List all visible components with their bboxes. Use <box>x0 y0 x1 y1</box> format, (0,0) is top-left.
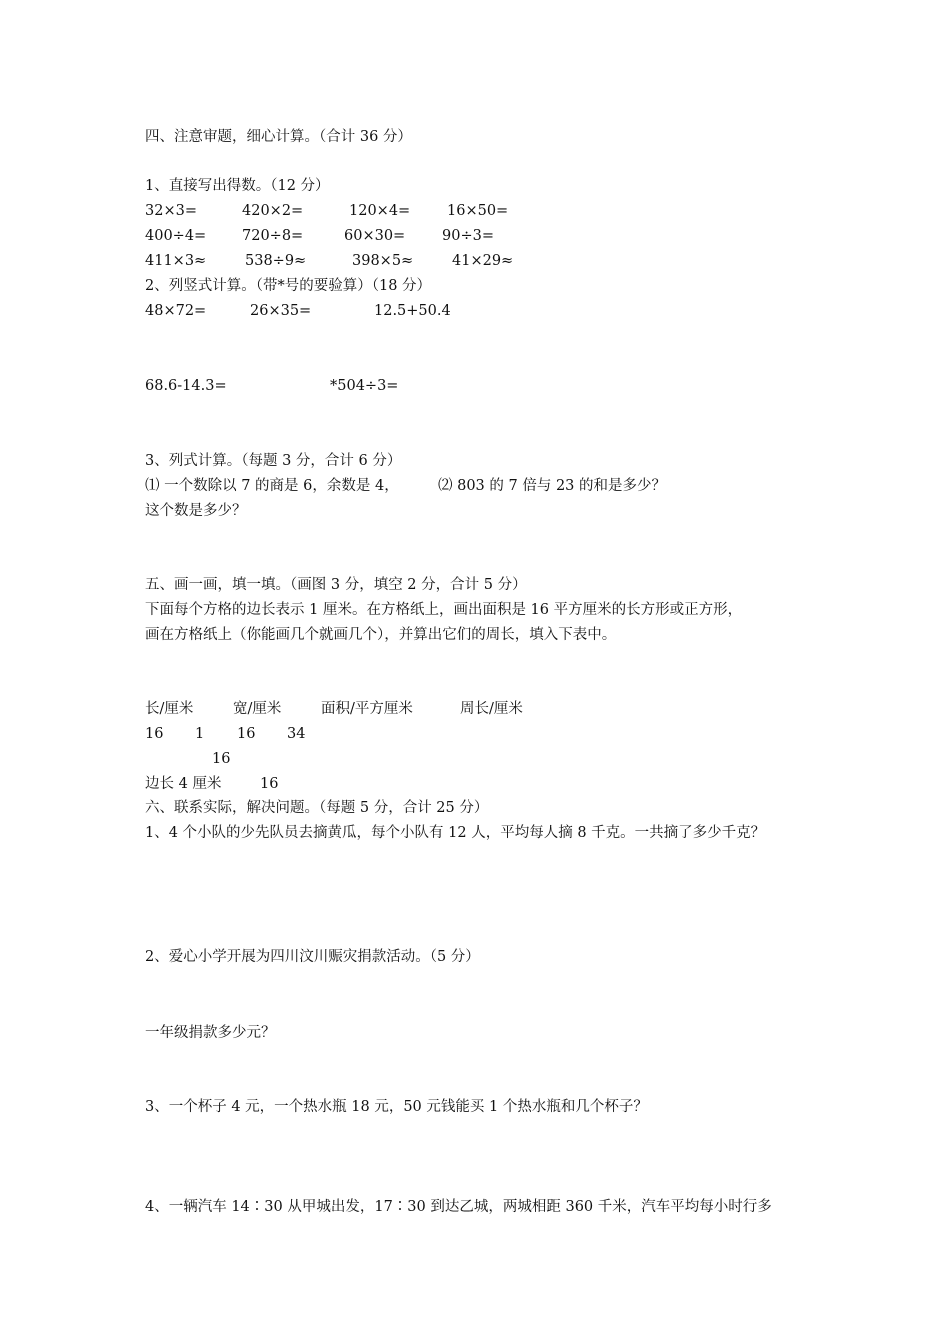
problem-1: 1、4 个小队的少先队员去摘黄瓜，每个小队有 12 人，平均每人摘 8 千克。一共摘了多少千克？ <box>145 825 766 841</box>
table-header: 周长/厘米 <box>460 701 523 717</box>
q1-item: 16×50= <box>447 203 509 219</box>
q1-item: 420×2= <box>242 203 304 219</box>
q3-line: ⑵ 803 的 7 倍与 23 的和是多少？ <box>438 478 667 494</box>
table-cell: 16 <box>237 726 256 742</box>
q1-title: 1、直接写出得数。（12 分） <box>145 178 330 194</box>
problem-3: 3、一个杯子 4 元，一个热水瓶 18 元，50 元钱能买 1 个热水瓶和几个杯子？ <box>145 1099 648 1115</box>
section5-text: 下面每个方格的边长表示 1 厘米。在方格纸上，画出面积是 16 平方厘米的长方形或正方形， <box>145 602 743 618</box>
problem-4: 4、一辆汽车 14∶30 从甲城出发，17∶30 到达乙城，两城相距 360 千米，汽车平均每小时行多 <box>145 1199 772 1215</box>
table-header: 面积/平方厘米 <box>321 701 413 717</box>
section5-text: 画在方格纸上（你能画几个就画几个），并算出它们的周长，填入下表中。 <box>145 627 617 643</box>
table-header: 长/厘米 <box>145 701 194 717</box>
problem-2: 2、爱心小学开展为四川汶川赈灾捐款活动。（5 分） <box>145 949 480 965</box>
q2-item: 68.6-14.3= <box>145 378 227 394</box>
q1-item: 120×4= <box>349 203 411 219</box>
q3-title: 3、列式计算。（每题 3 分，合计 6 分） <box>145 453 402 469</box>
section6-heading: 六、联系实际，解决问题。（每题 5 分，合计 25 分） <box>145 800 489 816</box>
q1-item: 400÷4= <box>145 228 207 244</box>
table-cell: 34 <box>287 726 306 742</box>
table-cell: 1 <box>195 726 205 742</box>
q1-item: 32×3= <box>145 203 197 219</box>
q3-line: 这个数是多少？ <box>145 503 247 519</box>
q2-item: 48×72= <box>145 303 207 319</box>
section5-heading: 五、画一画，填一填。（画图 3 分，填空 2 分，合计 5 分） <box>145 577 527 593</box>
q2-item: 12.5+50.4 <box>374 303 451 319</box>
q1-item: 538÷9≈ <box>245 253 307 269</box>
table-header: 宽/厘米 <box>233 701 282 717</box>
q1-item: 60×30= <box>344 228 406 244</box>
problem-2-sub: 一年级捐款多少元？ <box>145 1025 276 1041</box>
q1-item: 90÷3= <box>442 228 494 244</box>
q1-item: 398×5≈ <box>352 253 414 269</box>
q3-line: ⑴ 一个数除以 7 的商是 6，余数是 4， <box>145 478 399 494</box>
table-cell: 16 <box>260 776 279 792</box>
q2-title: 2、列竖式计算。（带*号的要验算）（18 分） <box>145 278 432 294</box>
q2-item: *504÷3= <box>330 378 399 394</box>
table-cell: 16 <box>212 751 231 767</box>
q1-item: 41×29≈ <box>452 253 514 269</box>
q1-item: 411×3≈ <box>145 253 207 269</box>
section4-heading: 四、注意审题，细心计算。（合计 36 分） <box>145 129 412 145</box>
table-cell: 16 <box>145 726 164 742</box>
table-cell: 边长 4 厘米 <box>145 776 222 792</box>
q2-item: 26×35= <box>250 303 312 319</box>
q1-item: 720÷8= <box>242 228 304 244</box>
